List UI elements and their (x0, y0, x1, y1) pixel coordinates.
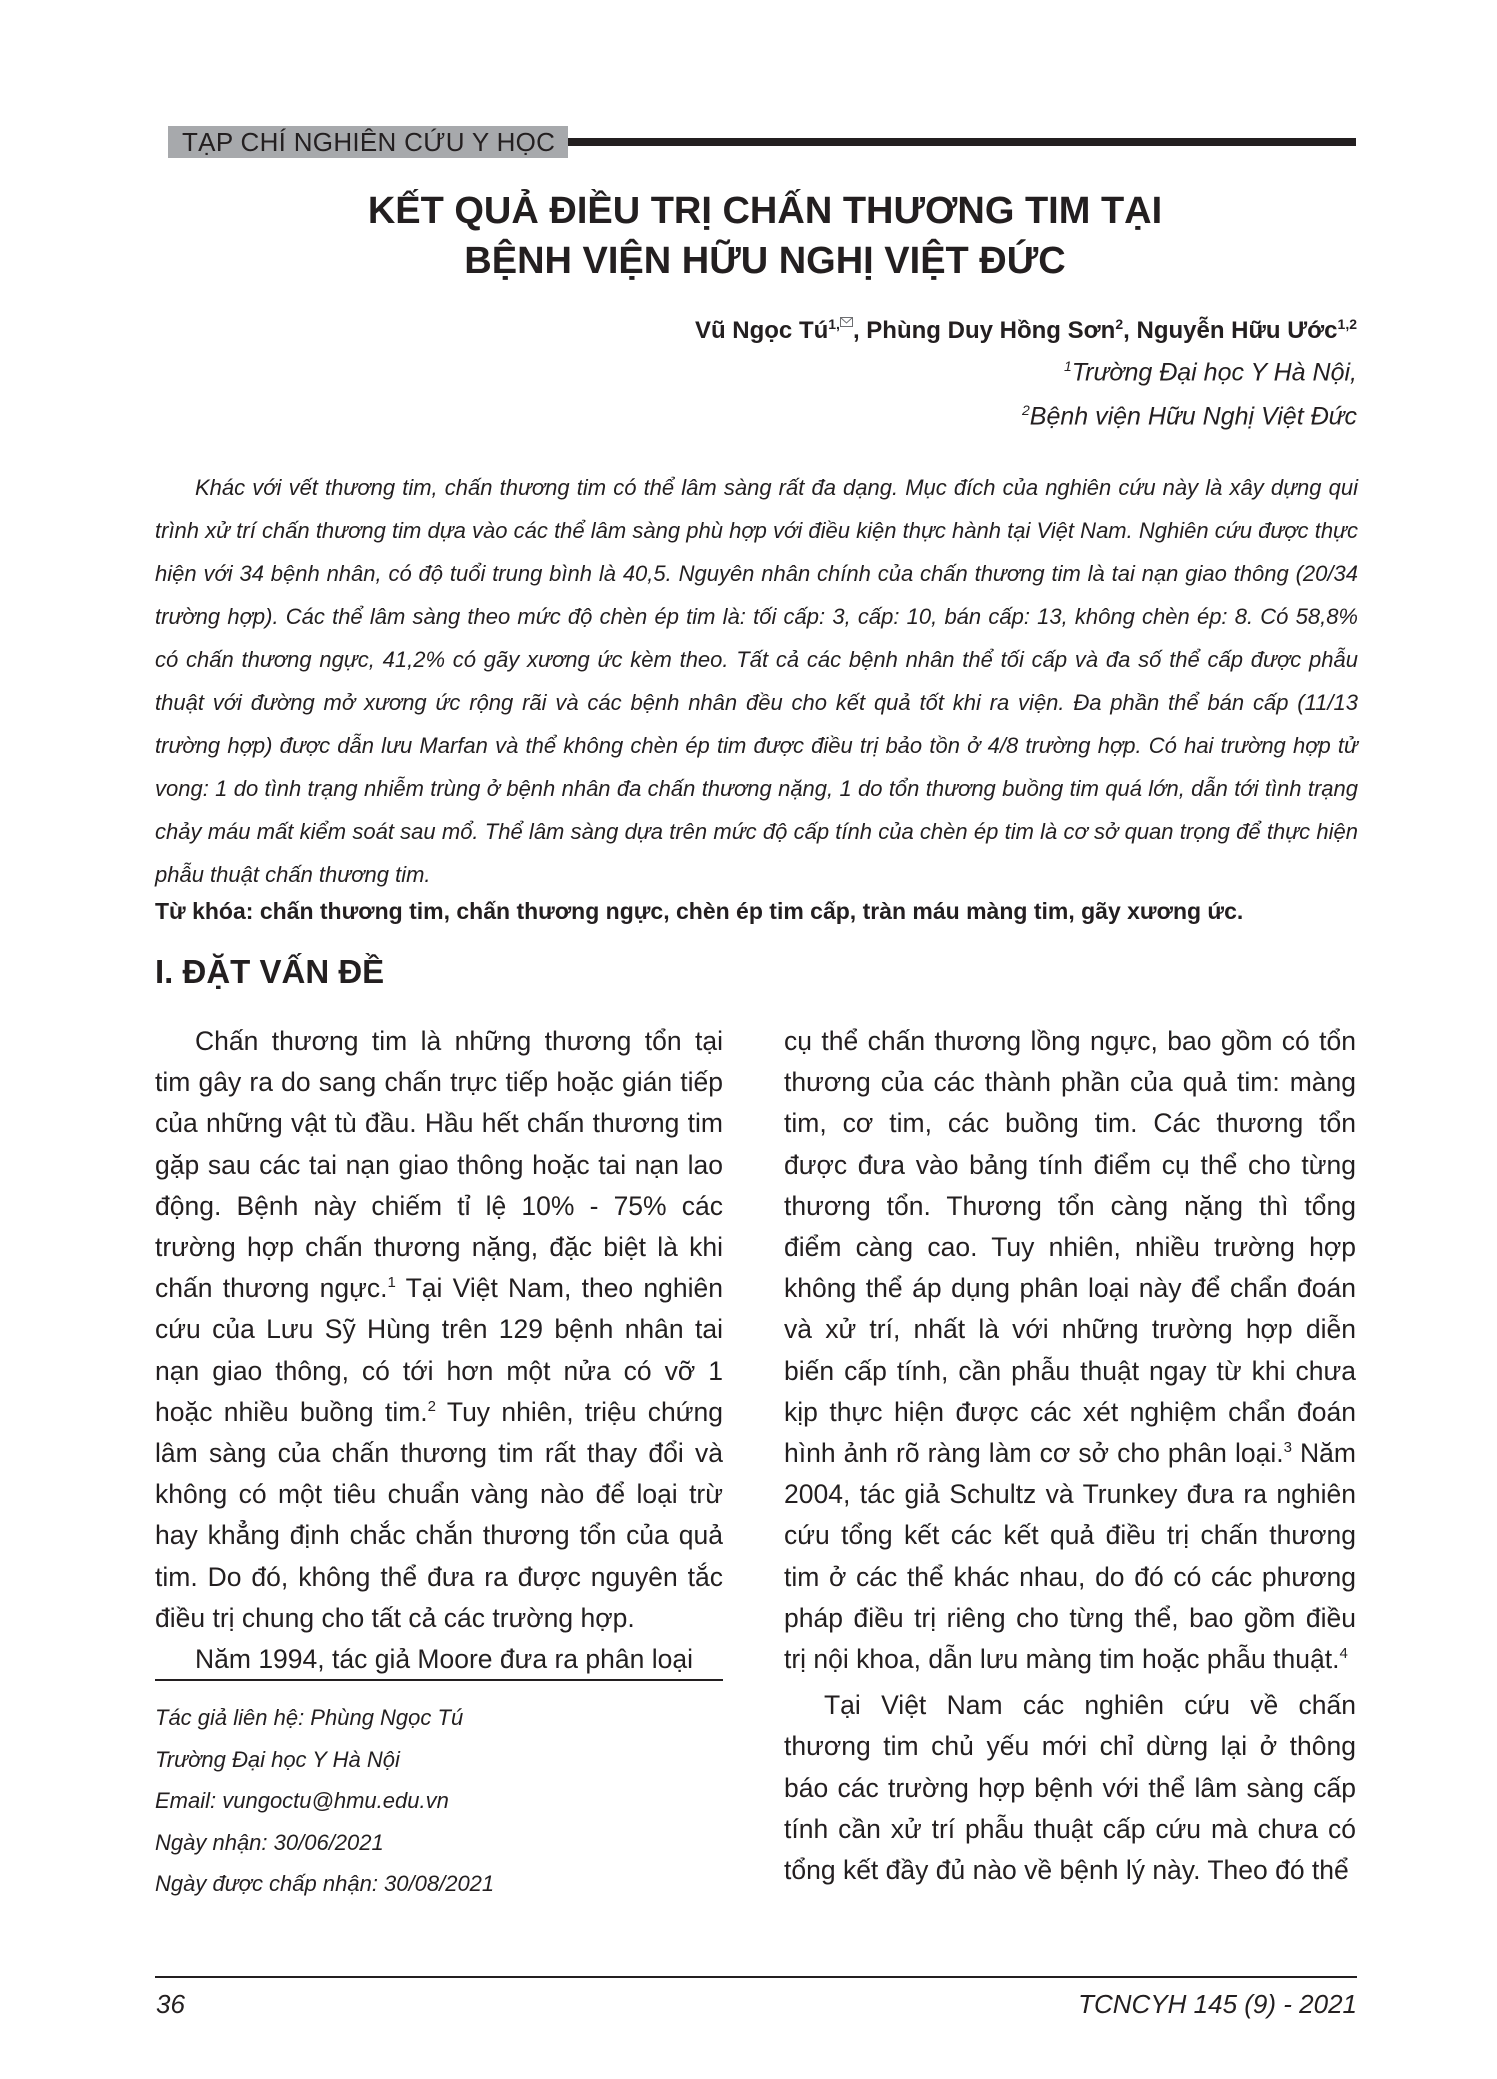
author-1: Vũ Ngọc Tú (694, 317, 829, 344)
accepted-date: Ngày được chấp nhận: 30/08/2021 (155, 1871, 495, 1896)
author-3-affil: 1,2 (1337, 316, 1357, 332)
body-column-right (784, 1021, 1356, 1891)
paragraph-text: Tuy nhiên, triệu chứng lâm sàng của chấn thương tim rất thay đổi và không có một tiêu chuẩn vàng nào để loại trừ hay khẳng định chắc chắn thương tổn của quả tim. Do đó, không thể đưa ra được nguyên tắc điều trị chung cho tất cả các trường hợp. (155, 1396, 723, 1633)
affiliation-1-text: Trường Đại học Y Hà Nội, (1071, 358, 1357, 387)
article-title (170, 186, 1360, 286)
body-column-left (155, 1021, 723, 1680)
footnote-rule (155, 1679, 723, 1681)
author-1-affil: 1, (828, 316, 840, 332)
author-list (695, 316, 1357, 345)
author-3: Nguyễn Hữu Ước (1136, 317, 1338, 344)
author-sep-2: , (1123, 317, 1137, 344)
author-sep-1: , (852, 317, 867, 344)
affiliation-2-number: 2 (1021, 402, 1030, 418)
paragraph-text: Chấn thương tim là những thương tổn tại tim gây ra do sang chấn trực tiếp hoặc gián tiếp của những vật tù đầu. Hầu hết chấn thương tim gặp sau các tai nạn giao thông hoặc tai nạn lao động. Bệnh này chiếm tỉ lệ 10% - 75% các trường hợp chấn thương nặng, đặc biệt là khi chấn thương ngực. (155, 1026, 723, 1304)
paragraph (155, 1021, 723, 1639)
envelope-icon (840, 317, 853, 327)
header-rule (568, 138, 1356, 146)
author-2-affil: 2 (1115, 316, 1124, 332)
paragraph-text: Tại Việt Nam, theo nghiên cứu của Lưu Sỹ Hùng trên 129 bệnh nhân tai nạn giao thông, có tới hơn một nửa có vỡ 1 hoặc nhiều buồng tim. (155, 1273, 723, 1427)
citation-ref: 4 (1339, 1645, 1348, 1663)
author-2: Phùng Duy Hồng Sơn (866, 317, 1116, 344)
contact-institution: Trường Đại học Y Hà Nội (155, 1746, 400, 1772)
contact-email: Email: vungoctu@hmu.edu.vn (155, 1788, 449, 1813)
title-line-2: BỆNH VIỆN HỮU NGHỊ VIỆT ĐỨC (464, 240, 1066, 282)
citation-ref: 2 (427, 1398, 437, 1415)
affiliation-2 (1022, 402, 1357, 431)
affiliation-1 (1064, 358, 1357, 387)
footer-rule (155, 1976, 1357, 1978)
correspondence-footnote (155, 1697, 494, 1905)
affiliation-2-text: Bệnh viện Hữu Nghị Việt Đức (1029, 402, 1357, 431)
paragraph (784, 1021, 1356, 1680)
title-line-1: KẾT QUẢ ĐIỀU TRỊ CHẤN THƯƠNG TIM TẠI (367, 190, 1163, 232)
citation-ref: 1 (387, 1274, 396, 1292)
section-heading: I. ĐẶT VẤN ĐỀ (155, 953, 385, 990)
paragraph: Tại Việt Nam các nghiên cứu về chấn thương tim chủ yếu mới chỉ dừng lại ở thông báo các trường hợp bệnh với thể lâm sàng cấp tính cần xử trí phẫu thuật cấp cứu mà chưa có tổng kết đầy đủ nào về bệnh lý này. Theo đó thể (784, 1690, 1356, 1886)
paragraph-text: cụ thể chấn thương lồng ngực, bao gồm có tổn thương của các thành phần của quả tim: màng tim, cơ tim, các buồng tim. Các thương tổn được đưa vào bảng tính điểm cụ thể cho từng thương tổn. Thương tổn càng nặng thì tổng điểm càng cao. Tuy nhiên, nhiều trường hợp không thể áp dụng phân loại này để chẩn đoán và xử trí, nhất là với những trường hợp diễn biến cấp tính, cần phẫu thuật ngay từ khi chưa kịp thực hiện được các xét nghiệm chẩn đoán hình ảnh rõ ràng làm cơ sở cho phân loại. (784, 1026, 1356, 1469)
paragraph-text: Năm 2004, tác giả Schultz và Trunkey đưa ra nghiên cứu tổng kết các kết quả điều trị chấn thương tim ở các thể khác nhau, do đó có các phương pháp điều trị riêng cho từng thể, bao gồm điều trị nội khoa, dẫn lưu màng tim hoặc phẫu thuật. (784, 1438, 1356, 1675)
abstract: Khác với vết thương tim, chấn thương tim có thể lâm sàng rất đa dạng. Mục đích của nghiên cứu này là xây dựng qui trình xử trí chấn thương tim dựa vào các thể lâm sàng phù hợp với điều kiện thực hành tại Việt Nam. Nghiên cứu được thực hiện với 34 bệnh nhân, có độ tuổi trung bình là 40,5. Nguyên nhân chính của chấn thương tim là tai nạn giao thông (20/34 trường hợp). Các thể lâm sàng theo mức độ chèn ép tim là: tối cấp: 3, cấp: 10, bán cấp: 13, không chèn ép: 8. Có 58,8% có chấn thương ngực, 41,2% có gãy xương ức kèm theo. Tất cả các bệnh nhân thể tối cấp và đa số thể cấp được phẫu thuật với đường mở xương ức rộng rãi và các bệnh nhân đều cho kết quả tốt khi ra viện. Đa phần thể bán cấp (11/13 trường hợp) được dẫn lưu Marfan và thể không chèn ép tim được điều trị bảo tồn ở 4/8 trường hợp. Có hai trường hợp tử vong: 1 do tình trạng nhiễm trùng ở bệnh nhân đa chấn thương nặng, 1 do tổn thương buồng tim quá lớn, dẫn tới tình trạng chảy máu mất kiểm soát sau mổ. Thể lâm sàng dựa trên mức độ cấp tính của chèn ép tim là cơ sở quan trọng để thực hiện phẫu thuật chấn thương tim. (155, 475, 1358, 887)
page-number: 36 (156, 1989, 185, 2019)
citation-ref: 3 (1283, 1439, 1292, 1457)
journal-name-label: TẠP CHÍ NGHIÊN CỨU Y HỌC (168, 126, 568, 158)
affiliation-1-number: 1 (1063, 358, 1072, 374)
paragraph: Năm 1994, tác giả Moore đưa ra phân loại (195, 1644, 693, 1675)
contact-author: Tác giả liên hệ: Phùng Ngọc Tú (155, 1705, 464, 1730)
received-date: Ngày nhận: 30/06/2021 (155, 1829, 384, 1855)
journal-issue: TCNCYH 145 (9) - 2021 (1078, 1989, 1357, 2019)
keywords: Từ khóa: chấn thương tim, chấn thương ngực, chèn ép tim cấp, tràn máu màng tim, gãy xương ức. (155, 898, 1244, 924)
